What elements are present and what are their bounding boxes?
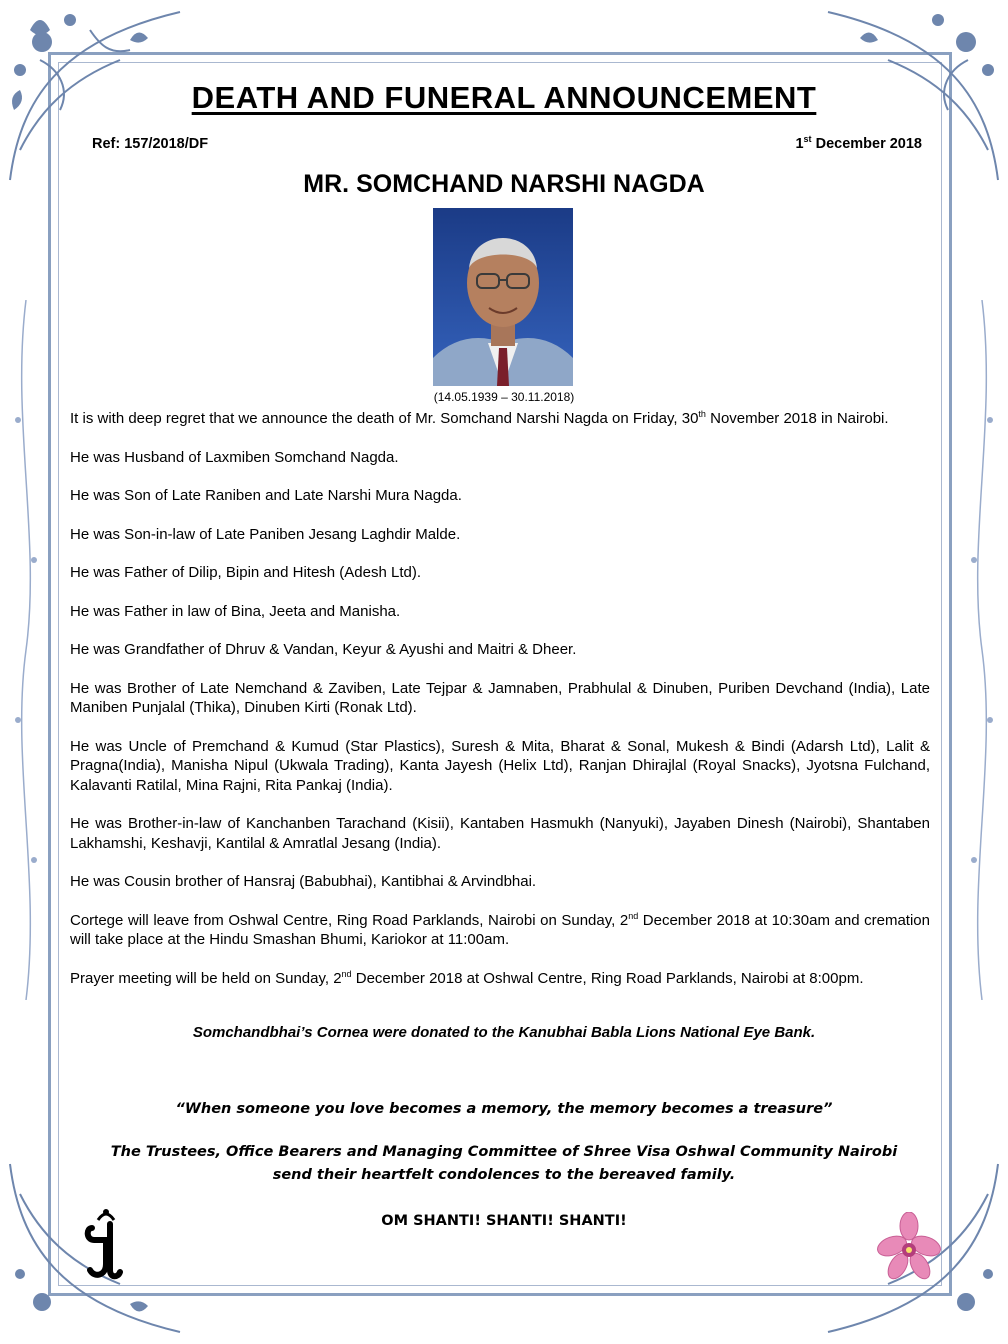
announcement-title: DEATH AND FUNERAL ANNOUNCEMENT <box>191 80 817 115</box>
uncle-paragraph: He was Uncle of Premchand & Kumud (Star Plastics), Suresh & Mita, Bharat & Sonal, Mukesh & Bindi (Adarsh Ltd), Lalit & Pragna(India), Manisha Nipul (Ukwala Trading), Kanta Jayesh (Helix Ltd), Ranjan Dhirajlal (Royal Snacks), Jyotsna Fulchand, Kalavanti Ratilal, Mina Rajni, Rita Pankaj (India). <box>70 737 930 794</box>
date-day: 1 <box>795 136 804 152</box>
cousin-paragraph: He was Cousin brother of Hansraj (Babubhai), Kantibhai & Arvindbhai. <box>70 873 537 890</box>
son-paragraph: He was Son of Late Raniben and Late Narshi Mura Nagda. <box>70 487 462 504</box>
memorial-quote: “When someone you love becomes a memory, the memory becomes a treasure” <box>175 1101 833 1117</box>
vine-ornament-icon <box>6 300 46 1000</box>
date-suffix: st <box>803 134 812 145</box>
death-notice-paragraph: It is with deep regret that we announce the death of Mr. Somchand Narshi Nagda on Friday, 30th November 2018 in Nairobi. <box>70 409 889 427</box>
husband-paragraph: He was Husband of Laxmiben Somchand Nagda. <box>70 448 399 466</box>
announcement-date <box>795 136 922 152</box>
condolence-line-1: The Trustees, Office Bearers and Managing Committee of Shree Visa Oshwal Community Nairobi <box>110 1144 898 1160</box>
father-in-law-paragraph: He was Father in law of Bina, Jeeta and Manisha. <box>70 602 401 620</box>
cornea-donation-note: Somchandbhai’s Cornea were donated to the Kanubhai Babla Lions National Eye Bank. <box>192 1024 816 1041</box>
pink-orchid-icon <box>876 1212 942 1282</box>
date-rest: December 2018 <box>811 136 922 152</box>
grandfather-paragraph: He was Grandfather of Dhruv & Vandan, Keyur & Ayushi and Maitri & Dheer. <box>70 641 577 658</box>
reference-number: Ref: 157/2018/DF <box>92 136 209 152</box>
brother-in-law-paragraph: He was Brother-in-law of Kanchanben Tarachand (Kisii), Kantaben Hasmukh (Nanyuki), Jayaben Dinesh (Nairobi), Shantaben Lakhamshi, Keshavji, Kantilal & Amratlal Jesang (India). <box>70 815 930 852</box>
lifespan-dates: (14.05.1939 – 30.11.2018) <box>433 390 575 404</box>
vine-ornament-icon <box>962 300 1002 1000</box>
jain-symbol-icon <box>84 1206 124 1282</box>
condolence-message <box>0 1141 1008 1187</box>
closing-prayer: OM SHANTI! SHANTI! SHANTI! <box>381 1213 627 1229</box>
portrait-photo <box>433 208 573 386</box>
cortege-paragraph: Cortege will leave from Oshwal Centre, Ring Road Parklands, Nairobi on Sunday, 2nd December 2018 at 10:30am and cremation will take place at the Hindu Smashan Bhumi, Kariokor at 11:00am. <box>70 910 930 948</box>
deceased-name: MR. SOMCHAND NARSHI NAGDA <box>303 170 705 198</box>
brother-paragraph: He was Brother of Late Nemchand & Zaviben, Late Tejpar & Jamnaben, Prabhulal & Dinuben, Puriben Devchand (India), Late Maniben Punjalal (Thika), Dinuben Kirti (Ronak Ltd). <box>70 679 930 716</box>
prayer-meeting-paragraph: Prayer meeting will be held on Sunday, 2nd December 2018 at Oshwal Centre, Ring Road Parklands, Nairobi at 8:00pm. <box>70 968 864 987</box>
announcement-body <box>70 409 930 1007</box>
condolence-line-2: send their heartfelt condolences to the bereaved family. <box>272 1167 736 1183</box>
son-in-law-paragraph: He was Son-in-law of Late Paniben Jesang Laghdir Malde. <box>70 525 461 543</box>
father-paragraph: He was Father of Dilip, Bipin and Hitesh (Adesh Ltd). <box>70 564 421 581</box>
